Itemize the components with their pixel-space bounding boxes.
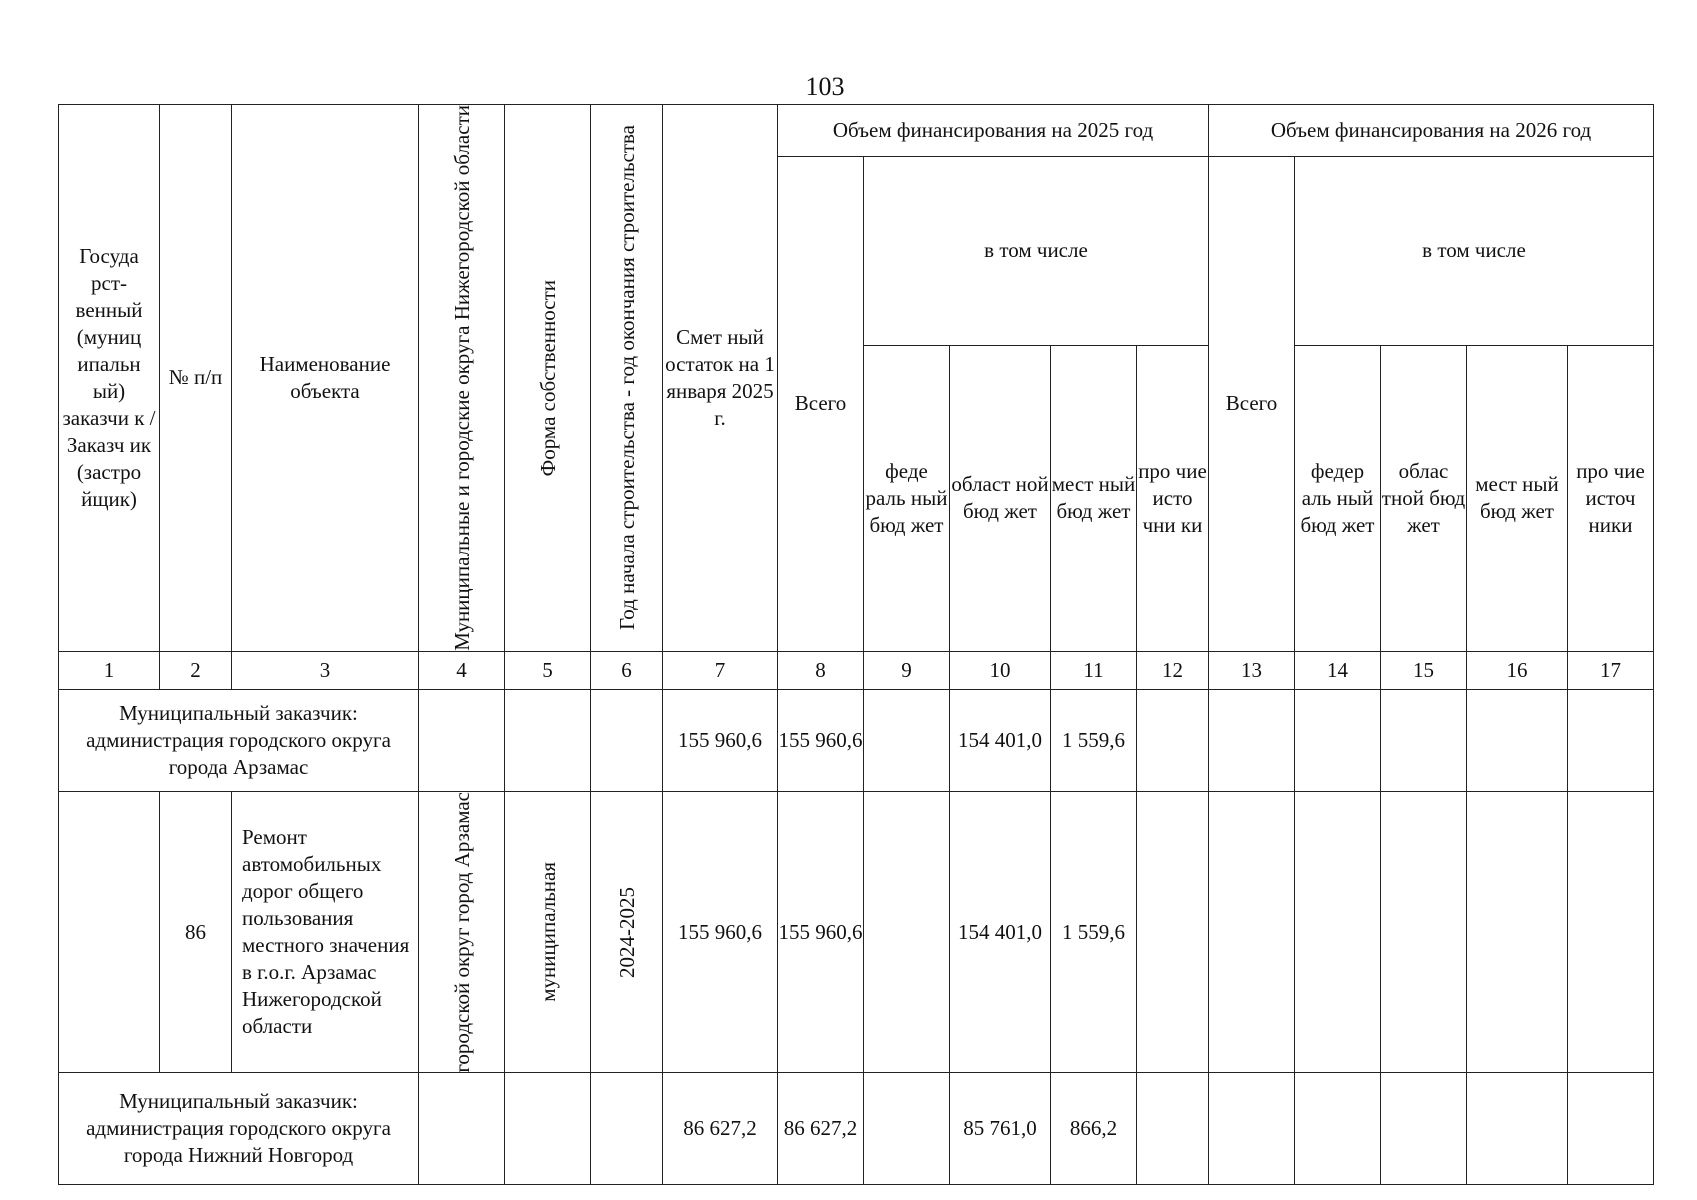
customer-label: Муниципальный заказчик: администрация городского округа города Нижний Новгород bbox=[59, 1073, 419, 1185]
column-number: 16 bbox=[1467, 651, 1568, 689]
table-row-nn-customer bbox=[59, 1073, 1654, 1185]
column-number: 9 bbox=[864, 651, 950, 689]
header-estimate-balance: Смет ный остаток на 1 января 2025 г. bbox=[663, 105, 778, 652]
column-number: 4 bbox=[419, 651, 505, 689]
column-number: 17 bbox=[1568, 651, 1654, 689]
header-financing-2026: Объем финансирования на 2026 год bbox=[1209, 105, 1654, 157]
header-other-2025: про чие исто чни ки bbox=[1137, 345, 1209, 651]
header-years: Год начала строительства - год окончания строительства bbox=[591, 105, 663, 652]
local-2025-value: 866,2 bbox=[1051, 1073, 1137, 1185]
header-customer: Госуда рст- венный (муниц ипальн ый) заказчи к / Заказч ик (застро йщик) bbox=[59, 105, 160, 652]
object-name: Ремонт автомобильных дорог общего пользования местного значения в г.о.г. Арзамас Нижегородской области bbox=[232, 791, 419, 1073]
total-2025-value: 155 960,6 bbox=[778, 791, 864, 1073]
header-total-2026: Всего bbox=[1209, 157, 1295, 652]
header-regional-2025: област ной бюд жет bbox=[950, 345, 1051, 651]
header-total-2025: Всего bbox=[778, 157, 864, 652]
column-number: 3 bbox=[232, 651, 419, 689]
object-district: городской округ город Арзамас bbox=[419, 791, 505, 1073]
regional-2025-value: 85 761,0 bbox=[950, 1073, 1051, 1185]
header-district: Муниципальные и городские округа Нижегородской области bbox=[419, 105, 505, 652]
column-number: 1 bbox=[59, 651, 160, 689]
total-2025-value: 86 627,2 bbox=[778, 1073, 864, 1185]
total-2025-value: 155 960,6 bbox=[778, 689, 864, 791]
header-local-2025: мест ный бюд жет bbox=[1051, 345, 1137, 651]
financing-table bbox=[58, 104, 1654, 1185]
column-number: 15 bbox=[1381, 651, 1467, 689]
object-years: 2024-2025 bbox=[591, 791, 663, 1073]
local-2025-value: 1 559,6 bbox=[1051, 791, 1137, 1073]
local-2025-value: 1 559,6 bbox=[1051, 689, 1137, 791]
column-number: 7 bbox=[663, 651, 778, 689]
object-ownership: муниципальная bbox=[505, 791, 591, 1073]
header-ownership: Форма собственности bbox=[505, 105, 591, 652]
estimate-balance-value: 155 960,6 bbox=[663, 689, 778, 791]
column-number: 8 bbox=[778, 651, 864, 689]
object-number: 86 bbox=[160, 791, 232, 1073]
column-number: 12 bbox=[1137, 651, 1209, 689]
column-number: 14 bbox=[1295, 651, 1381, 689]
header-object-name: Наименование объекта bbox=[232, 105, 419, 652]
header-federal-2026: федер аль ный бюд жет bbox=[1295, 345, 1381, 651]
estimate-balance-value: 155 960,6 bbox=[663, 791, 778, 1073]
estimate-balance-value: 86 627,2 bbox=[663, 1073, 778, 1185]
table-row-arzamas-customer bbox=[59, 689, 1654, 791]
header-regional-2026: облас тной бюд жет bbox=[1381, 345, 1467, 651]
header-financing-2025: Объем финансирования на 2025 год bbox=[778, 105, 1209, 157]
header-local-2026: мест ный бюд жет bbox=[1467, 345, 1568, 651]
page-number: 103 bbox=[805, 72, 845, 101]
column-number: 6 bbox=[591, 651, 663, 689]
customer-label: Муниципальный заказчик: администрация городского округа города Арзамас bbox=[59, 689, 419, 791]
column-number: 13 bbox=[1209, 651, 1295, 689]
regional-2025-value: 154 401,0 bbox=[950, 791, 1051, 1073]
column-number: 5 bbox=[505, 651, 591, 689]
header-federal-2025: феде раль ный бюд жет bbox=[864, 345, 950, 651]
header-other-2026: про чие источ ники bbox=[1568, 345, 1654, 651]
header-including-2026: в том числе bbox=[1295, 157, 1654, 346]
column-number: 10 bbox=[950, 651, 1051, 689]
column-numbers-row bbox=[59, 651, 1654, 689]
table-row-object-86 bbox=[59, 791, 1654, 1073]
column-number: 11 bbox=[1051, 651, 1137, 689]
column-number: 2 bbox=[160, 651, 232, 689]
header-including-2025: в том числе bbox=[864, 157, 1209, 346]
regional-2025-value: 154 401,0 bbox=[950, 689, 1051, 791]
header-number: № п/п bbox=[160, 105, 232, 652]
